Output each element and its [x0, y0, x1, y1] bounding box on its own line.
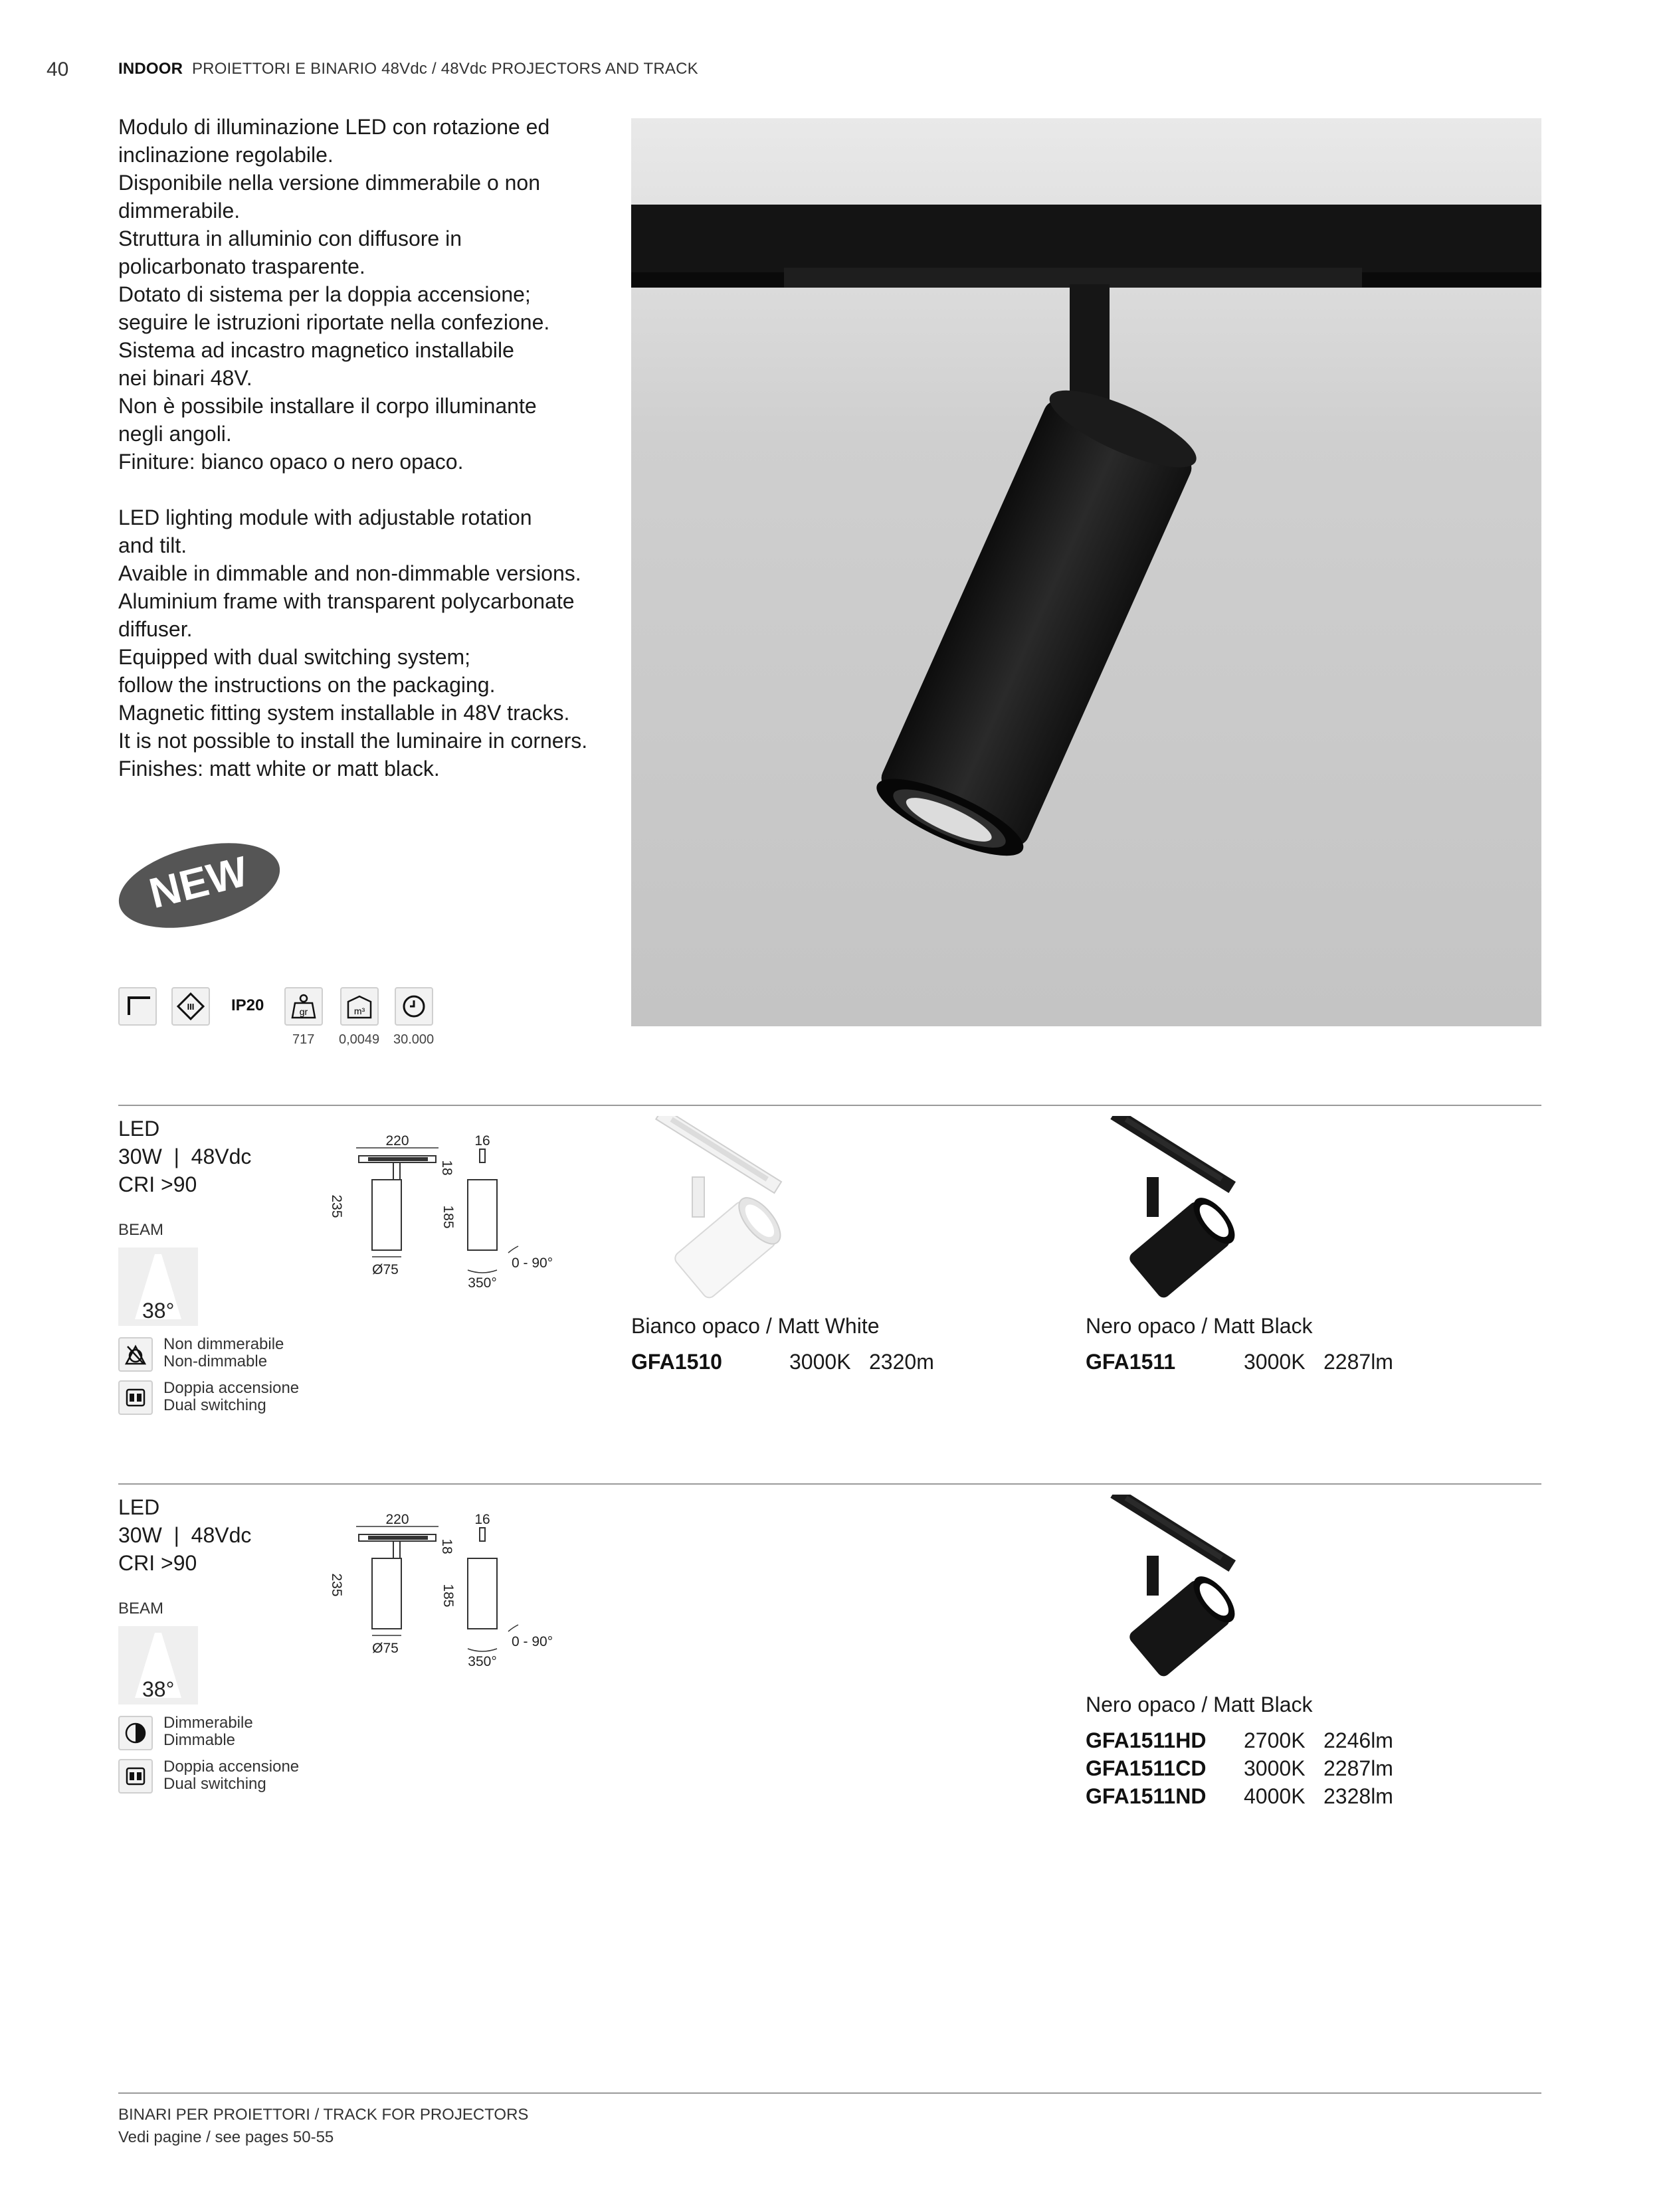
new-badge	[114, 842, 284, 929]
spec-cri: CRI >90	[118, 1172, 197, 1196]
beam-label: BEAM	[118, 1600, 164, 1617]
lifetime-icon	[395, 987, 433, 1026]
desc-line: dimmerabile.	[118, 199, 241, 223]
dim-stem: 18	[439, 1538, 454, 1554]
desc-line: negli angoli.	[118, 422, 232, 446]
dim-height: 235	[329, 1194, 344, 1218]
desc-line: Dotato di sistema per la doppia accensione;	[118, 282, 531, 306]
desc-line: Equipped with dual switching system;	[118, 645, 471, 669]
feature-switching	[163, 1758, 299, 1793]
spec-block	[118, 1493, 251, 1577]
finish-label: Nero opaco / Matt Black	[1086, 1314, 1313, 1338]
desc-line: inclinazione regolabile.	[118, 143, 334, 167]
desc-line: Sistema ad incastro magnetico installabile	[118, 338, 514, 362]
feature-en: Dual switching	[163, 1775, 266, 1793]
product-image-black	[1086, 1495, 1245, 1687]
ip-rating: IP20	[231, 996, 264, 1014]
desc-line: It is not possible to install the luminaire in corners.	[118, 729, 588, 753]
dim-width: 220	[385, 1133, 409, 1149]
weight-icon	[284, 987, 323, 1026]
desc-line: Finishes: matt white or matt black.	[118, 757, 440, 781]
spec-power: 30W | 48Vdc	[118, 1523, 252, 1547]
desc-line: Non è possibile installare il corpo illuminante	[118, 394, 537, 418]
luminous-flux: 2287lm	[1323, 1756, 1393, 1780]
new-badge-label: NEW	[144, 847, 252, 918]
weight-unit: gr	[299, 1006, 308, 1017]
desc-line: Finiture: bianco opaco o nero opaco.	[118, 450, 464, 474]
color-temperature: 3000K	[789, 1350, 851, 1374]
dim-rotation: 350°	[468, 1654, 497, 1669]
finish-label: Bianco opaco / Matt White	[631, 1314, 880, 1338]
dual-switching-icon	[118, 1380, 153, 1415]
dim-height: 235	[329, 1573, 344, 1597]
footer-divider	[118, 2092, 1541, 2094]
product-code: GFA1511	[1086, 1350, 1176, 1374]
color-temperature: 2700K	[1244, 1728, 1306, 1752]
feature-switching	[163, 1380, 299, 1414]
volume-value: 0,0049	[339, 1032, 380, 1047]
feature-en: Dimmable	[163, 1731, 236, 1749]
dim-depth: 16	[474, 1512, 490, 1527]
color-temperature: 3000K	[1244, 1350, 1306, 1374]
feature-it: Doppia accensione	[163, 1379, 300, 1397]
section-divider	[118, 1105, 1541, 1106]
svg-text:III: III	[187, 1002, 195, 1012]
dim-stem: 18	[439, 1160, 454, 1176]
spec-type: LED	[118, 1495, 160, 1519]
class-three-icon	[171, 987, 210, 1026]
section-divider	[118, 1483, 1541, 1485]
non-dimmable-icon	[118, 1337, 153, 1372]
product-code: GFA1511ND	[1086, 1784, 1207, 1808]
dim-body: 185	[440, 1205, 456, 1229]
desc-line: diffuser.	[118, 617, 193, 641]
beam-angle: 38°	[142, 1677, 175, 1701]
luminous-flux: 2320m	[869, 1350, 934, 1374]
track-icon	[118, 987, 157, 1026]
spec-power: 30W | 48Vdc	[118, 1145, 252, 1168]
luminous-flux: 2246lm	[1323, 1728, 1393, 1752]
desc-line: Disponibile nella versione dimmerabile o non	[118, 171, 541, 195]
color-temperature: 3000K	[1244, 1756, 1306, 1780]
dimmable-icon	[118, 1716, 153, 1750]
technical-drawing	[319, 1508, 571, 1674]
product-code: GFA1511CD	[1086, 1756, 1207, 1780]
feature-dimming	[163, 1336, 284, 1370]
description-english	[118, 504, 610, 783]
finish-label: Nero opaco / Matt Black	[1086, 1693, 1313, 1716]
feature-it: Doppia accensione	[163, 1758, 300, 1776]
beam-angle: 38°	[142, 1299, 175, 1323]
volume-unit: m³	[353, 1006, 365, 1016]
beam-label: BEAM	[118, 1221, 164, 1239]
desc-line: policarbonato trasparente.	[118, 254, 365, 278]
desc-line: follow the instructions on the packaging.	[118, 673, 496, 697]
dim-rotation: 350°	[468, 1275, 497, 1291]
technical-drawing	[319, 1129, 571, 1295]
feature-it: Non dimmerabile	[163, 1335, 284, 1353]
lifetime-value: 30.000	[393, 1032, 435, 1047]
dim-width: 220	[385, 1512, 409, 1527]
feature-it: Dimmerabile	[163, 1714, 253, 1732]
spec-block	[118, 1115, 251, 1198]
dim-body: 185	[440, 1584, 456, 1608]
footer-see-pages: Vedi pagine / see pages 50-55	[118, 2128, 334, 2146]
weight-value: 717	[292, 1032, 315, 1047]
volume-icon	[340, 987, 379, 1026]
dim-tilt: 0 - 90°	[512, 1255, 553, 1271]
feature-icons	[118, 987, 464, 1027]
desc-line: Aluminium frame with transparent polycarbonate	[118, 589, 575, 613]
desc-line: Magnetic fitting system installable in 48V tracks.	[118, 701, 570, 725]
desc-line: seguire le istruzioni riportate nella confezione.	[118, 310, 550, 334]
product-image-white	[631, 1116, 791, 1309]
product-code: GFA1511HD	[1086, 1728, 1207, 1752]
spec-cri: CRI >90	[118, 1551, 197, 1575]
feature-en: Dual switching	[163, 1396, 266, 1414]
product-image-black	[1086, 1116, 1245, 1309]
dual-switching-icon	[118, 1759, 153, 1794]
description-italian	[118, 113, 610, 476]
spec-type: LED	[118, 1117, 160, 1141]
section-title: INDOOR	[118, 60, 183, 78]
dim-depth: 16	[474, 1133, 490, 1149]
page-header	[118, 60, 698, 78]
section-subtitle: PROIETTORI E BINARIO 48Vdc / 48Vdc PROJECTORS AND TRACK	[191, 60, 698, 78]
product-code: GFA1510	[631, 1350, 722, 1374]
desc-line: Struttura in alluminio con diffusore in	[118, 227, 462, 250]
feature-en: Non-dimmable	[163, 1352, 268, 1370]
page-number: 40	[47, 58, 69, 80]
desc-line: Modulo di illuminazione LED con rotazione ed	[118, 115, 550, 139]
product-description	[118, 113, 610, 783]
desc-line: Avaible in dimmable and non-dimmable versions.	[118, 561, 581, 585]
feature-dimming	[163, 1714, 253, 1749]
desc-line: nei binari 48V.	[118, 366, 252, 390]
luminous-flux: 2328lm	[1323, 1784, 1393, 1808]
dim-diameter: Ø75	[372, 1641, 399, 1656]
hero-product-image	[631, 118, 1541, 1026]
desc-line: and tilt.	[118, 533, 187, 557]
dim-diameter: Ø75	[372, 1262, 399, 1277]
desc-line: LED lighting module with adjustable rotation	[118, 506, 532, 529]
color-temperature: 4000K	[1244, 1784, 1306, 1808]
footer-track-label: BINARI PER PROIETTORI / TRACK FOR PROJECTORS	[118, 2106, 529, 2124]
luminous-flux: 2287lm	[1323, 1350, 1393, 1374]
dim-tilt: 0 - 90°	[512, 1634, 553, 1649]
